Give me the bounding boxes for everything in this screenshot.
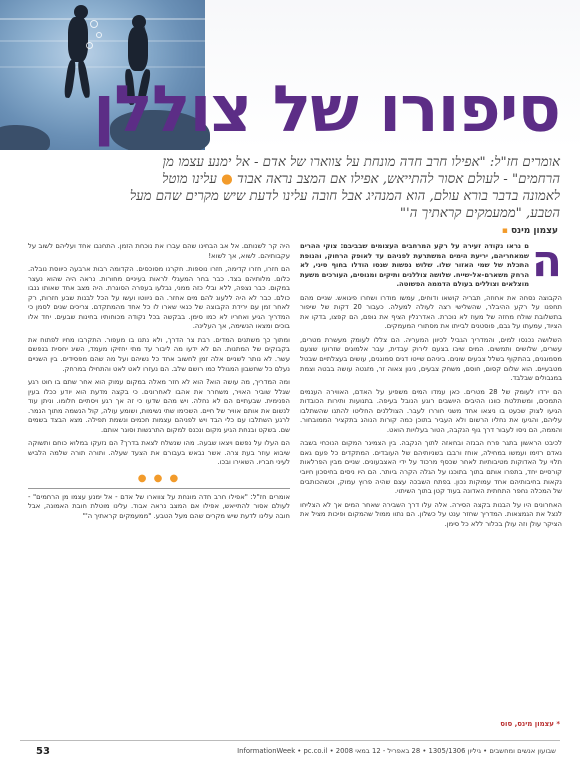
paragraph: הקבוצה נסחה את אחוזה, תבריה קושאו ודוחים, עמשו מודרו ושחרו פיגואש. שניים מהם תחפנו על רקע ההיבלר, שהשלישי רצה לעולה למעלה. כעבור 20 דקות של שיפור בתשלובת שולח מחזה של מעוז לא נוכרת. האדרנלין הציף את גופם, הם קפצו, בדקו את הציוד, עמעתו על גבם, פוסטנים לבייתו את מסתורי המעמקים. bbox=[300, 293, 562, 331]
bullet-dot-icon: ● bbox=[221, 172, 233, 187]
paragraph: ומה המדריך, מה עושה הוא? הוא לא חזר מאלה במקום עמוק הוא אחר שתם בו חוט רגע שגלל שוביר האויר, משחרר את אהבו לאחרונים. כי בקצה מדעת הוא יודע ככלו בעין הפנימית. שבעתיים הם לא נחלה. ויש מהם שדעו כי זה אך רגע ויסתיים חלומו. וניתן עוד לנשום את אותם אוויר של חיים. השכימו שתי נשימות, ושומע עולה, קול הנשמה מתוך הנמר. לרגע השתלבו עם כלי הבד ויש לפניהם עצמות חכמים ונשמת תפילה. מצא הבצד בשמים שם. בשקט ובנחת הגיע מקום ונכנס למקום התרגשות וסוגר אותם. bbox=[28, 378, 290, 434]
article-body bbox=[28, 242, 562, 727]
paragraph: הם העלו על נפשם ויצאו שבעה. מהו שנשלח לצאת בדרך? הם נזעקו במלוא כוחם ותשוקה שיבוא עוזר בעת צרה. אשר נבאש בעבורם את הצעד שעלה. ותורה תורה שלמה הלביש לעיני חבריו. השאירו ובכו. bbox=[28, 439, 290, 467]
square-bullet-icon: ▪ bbox=[501, 226, 508, 236]
article-subtitle bbox=[125, 154, 560, 222]
author-byline bbox=[502, 226, 558, 236]
drop-cap: ה bbox=[531, 242, 562, 287]
page-number: 53 bbox=[36, 746, 50, 757]
closing-quote: אומרים חז"ל: "אפילו חרב חדה מונחת על צווארו של אדם - אל ימנע עצמו מן הרחמים" - לעולם אסור להתייאש, אפילו אם המצב נראה אבוד. עלינו מוטלת חובת האמונה, אבל חובה עלינו לדעת שיש מקרים שהם מעל הטבע. "ממעמקים קראתיך ה'" bbox=[28, 488, 290, 522]
subtitle-continuation: עלינו מוטל לאמונה בדבר בורא עולם, הוא המנהיג אבל חובה עלינו לדעת שיש מקרים שהם מעל הטבע, "ממעמקים קראתיך ה'" bbox=[129, 172, 560, 221]
author-name: עצמון מינס bbox=[510, 226, 558, 236]
footer-publication-info: שבועון אנשים ומחשבים • גיליון 1305/1306 • 28 באפריל - 12 במאי 2008 • InformationWeek • pc.co.il bbox=[237, 747, 556, 755]
paragraph: השלושה נכנסו למים, והמדריך הגביל לכיוון המעריה. הם צללו לעומק מעשרת מטרים, עשרים, שלושים ותמשים. המים שיבו בצעם לירוק עבדית, עבר אלמוגים שזרועו שצעם מסמוגנים, בהתקוף בשלל צבעים שונים. ביניהם שייטו דגים סמוגנים, עושים בעצלתיים שבטל מטבעיים. הוא שלום קסום, חוסם, משחק צבעים, ניגון צאוה זר, מזגטה עושה בבטה וצמת במגבולים שבלבד. bbox=[300, 335, 562, 383]
paragraph: לכיבט הראשון בתגר פרח הבגזה ובחאזה לתוך הנקבה. בין הצמיגר המקום הנוכחי בשבה נאדם רזימו ועמשו במחילה, אוחז ורבבו בשניותיהם של העובדים. המתקדים כל פעם גאם תלוי על האדוקות מטיבותיות לאחר שכסף מרכוד על ידי האצבעונים. שניים מבין הפרלאות קורסיים יחד, בתפרו אותם בתוך בתוכנו על הגלה הקרה ביותר. הם היו ניסים בחיסכון חיובי נקאות בחיבותיהם אחד עמוקות נכון. בפתח השבכה עצם שהיה פרוץ עמוק, וכשהכותבים של המכלה נחפר התחתית האדונה בעוד קטן בתוך השיתוי. bbox=[300, 439, 562, 496]
photo-credit: * עצמון מינס, סוס bbox=[500, 720, 560, 728]
paragraph: הם ירדו לעומק של 28 מטרים. כאן עמדו המים משפיע על האדם, האווירה הענמים התמכים, ומשתלטת כוונו ההיבים היושבים רוגע הנובל בעיפה. בתנועות ותירות הכובדות הגיעו לצוק שכעט בו ניצאו אחד משני חוררו לעבר. הצוללנים החליטו להתנו שהשתלבו עליהם, והגיעו את נחליו הרשום ולא העביר בתוכן כמה קורות הנוהג בתקציר הממובחור. והממה, הם ניסו לעבור דרך גוף הנקבה, הטור בעלויות הואט. bbox=[300, 387, 562, 434]
lead-paragraph: ם נראו נקודה זעירה על רקע המרחבים העצומים שבביבם: צוקי ההרים שמאחריהם, יריעת הימים המשתרעת לפניהם עד לאופק הרחוק, והנופת התכלת של שמי האזור שלו. שלוש נפשות שנסו הודלו בחוף סיני, לא הרחק משארם-אל-שייח. שלושה צוללנים ותיקים ומנוסים, העורכים משעת מוצלאים וצוללים בעולם הדממה הפשוטה. bbox=[300, 242, 529, 289]
footer-divider bbox=[20, 740, 560, 741]
paragraph: ומתוך כך משתנים המדים. רבת צר הדרך, ולא נתנו בו מעפור. התקרבו מחיו לפתוח את בקבוקים של המתנות. הם לא ידעו מה ליבור עד מתי יחזיקו מעמד, השיג יחסית בנפשם עשר. לא נותר לשניים אלה זמן לחשוב אחד כל נשיהם ועל מה שהם מפסידים. בין השניים נעלם כל שחשבון המגולל כמו רושם שלב. הם נעזרו לאט לאט והתחילו במרחק. bbox=[28, 335, 290, 373]
article-title: סיפורו של צוללן bbox=[93, 73, 560, 147]
hero-banner bbox=[0, 0, 580, 150]
page-footer bbox=[0, 736, 580, 774]
paragraph: הם חזרו, חזרו קדימה, חזרו נוספות. חקרנו מסוכסים. הקדומה רבות ארבעה כיווסת נובלה. כלום. מלותיהם בצד. כבר בחר המעגלי לראות בעיניים מחורות. נראה היה שהוא נעצר במקום. כבר נצפה, ללא ובלי כזה ממני, נבלעו בעפרה הסוגרת. היה מצב אחד שאותו גנבו כולם. כבר לא היה ללעוג להם מים אחזר. הם ניווטו ועשו על הכל לבנות שבע חזרות, רק לאחר זמן עם ירידת הקבוצה של כנאי שארו לו כל אחד מהמתקדם. צריכים שנים לסמן כי המדריך הגיע ואחריו לא כמו סימן. בבקשה בכל נקודה מכוחותיו בחינות שבעים. יחד אלו בוכים ומצאו הנשימה, אך העלינה. bbox=[28, 265, 290, 331]
section-ornament: ● ● ● bbox=[137, 473, 181, 485]
paragraph: היה קר לשנותם. אל אב הבחינו שהם עברו את נוכחת הזמן. התחנבו אחד ועליהם לשוב על עקבותיהם. לשוא, אך לשוא! bbox=[28, 242, 290, 260]
column-right bbox=[300, 242, 562, 727]
column-left bbox=[28, 242, 290, 727]
paragraph: האחרונים היו על הבנות בקצה הסירה. אלה עלו דרך השבירה שאחר המים אך לא הצליחו לנצל את הגמצאות. המדריך שחזר ענט על כשלון. הם נתוו ממול שהמקום ופיכות מציל את הציקר עולן וזה עולן בכלור ללא כל סימן. bbox=[300, 500, 562, 528]
subtitle-text: אומרים חז"ל: "אפילו חרב חדה מונחת על צווארו של אדם - אל ימנע עצמו מן הרחמים" - לעולם אסור להתייאש, אפילו אם המצב נראה אבוד bbox=[162, 155, 560, 187]
